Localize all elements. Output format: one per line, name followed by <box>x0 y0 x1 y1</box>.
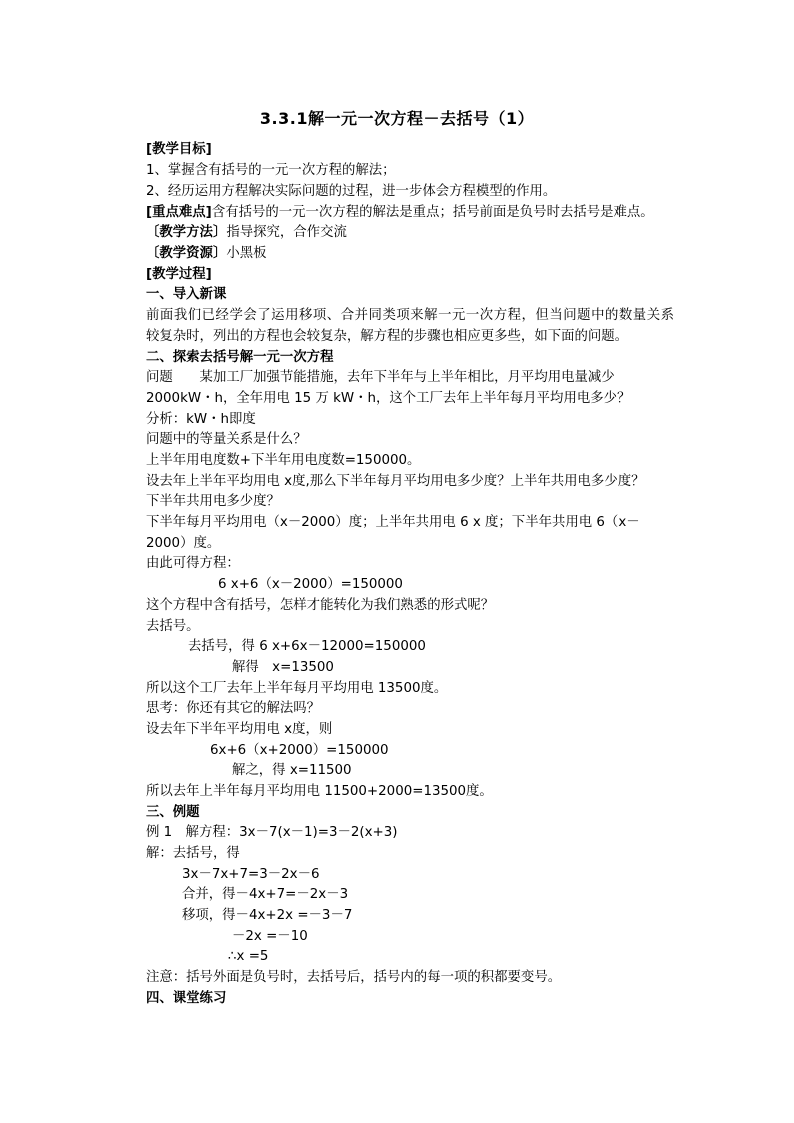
solution-step1: 去括号，得 6 x+6x－12000=150000 <box>188 639 426 654</box>
solution-step2: 解得 x=13500 <box>232 660 334 675</box>
note-line: 注意：括号外面是负号时，去括号后，括号内的每一项的积都要变号。 <box>146 970 562 985</box>
think-line: 思考：你还有其它的解法吗？ <box>146 701 321 716</box>
convert-question: 这个方程中含有括号，怎样才能转化为我们熟悉的形式呢？ <box>146 598 495 613</box>
problem-line1: 问题 某加工厂加强节能措施，去年下半年与上半年相比，月平均用电量减少 <box>146 370 615 385</box>
example-step3: 移项，得－4x+2x =－3－7 <box>182 908 353 923</box>
section3-heading: 三、例题 <box>146 805 200 820</box>
section1-line1: 前面我们已经学会了运用移项、合并同类项来解一元一次方程，但当问题中的数量关系 <box>146 308 674 323</box>
key-points-label: [重点难点] <box>146 205 212 220</box>
remove-parentheses: 去括号。 <box>146 619 200 634</box>
objective-item-1: 1、掌握含有括号的一元一次方程的解法； <box>146 163 396 178</box>
problem-line2: 2000kW・h，全年用电 15 万 kW・h，这个工厂去年上半年每月平均用电多少？ <box>146 391 631 406</box>
objectives-heading: [教学目标] <box>146 142 212 157</box>
alt-assume-line: 设去年下半年平均用电 x度，则 <box>146 722 333 737</box>
answer-line2: 2000）度。 <box>146 536 221 551</box>
analysis-line: 分析：kW・h即度 <box>146 412 256 427</box>
alt-solve-line: 解之，得 x=11500 <box>232 763 352 778</box>
section1-heading: 一、导入新课 <box>146 287 227 302</box>
section4-heading: 四、课堂练习 <box>146 991 227 1006</box>
objective-item-2: 2、经历运用方程解决实际问题的过程，进一步体会方程模型的作用。 <box>146 184 557 199</box>
method-label: 〔教学方法〕 <box>146 225 227 240</box>
resources-label: 〔教学资源〕 <box>146 246 227 261</box>
section2-heading: 二、探索去括号解一元一次方程 <box>146 350 334 365</box>
document-title: 3.3.1解一元一次方程－去括号（1） <box>259 109 535 128</box>
example-step4: －2x =－10 <box>232 929 308 944</box>
section1-line2: 较复杂时，列出的方程也会较复杂，解方程的步骤也相应更多些，如下面的问题。 <box>146 329 629 344</box>
conclusion-line: 所以这个工厂去年上半年每月平均用电 13500度。 <box>146 681 448 696</box>
relation-statement: 上半年用电度数+下半年用电度数=150000。 <box>146 453 421 468</box>
key-points-line <box>146 205 654 221</box>
assume-line2: 下半年共用电多少度？ <box>146 494 280 509</box>
method-text: 指导探究，合作交流 <box>226 225 347 240</box>
method-line <box>146 225 347 241</box>
alt-conclusion-line: 所以去年上半年每月平均用电 11500+2000=13500度。 <box>146 784 493 799</box>
alt-equation-line: 6x+6（x+2000）=150000 <box>210 743 389 758</box>
resources-text: 小黑板 <box>226 246 267 261</box>
answer-line1: 下半年每月平均用电（x－2000）度；上半年共用电 6 x 度；下半年共用电 6（x－ <box>146 515 640 530</box>
process-heading: [教学过程] <box>146 267 212 282</box>
assume-line1: 设去年上半年平均用电 x度,那么下半年每月平均用电多少度？上半年共用电多少度？ <box>146 474 645 489</box>
equation-line: 6 x+6（x－2000）=150000 <box>218 577 403 592</box>
resources-line <box>146 246 267 262</box>
relation-question: 问题中的等量关系是什么？ <box>146 432 307 447</box>
example-step5: ∴x =5 <box>228 949 269 964</box>
key-points-text: 含有括号的一元一次方程的解法是重点；括号前面是负号时去括号是难点。 <box>211 205 654 220</box>
derive-line: 由此可得方程： <box>146 556 240 571</box>
example-step2: 合并，得－4x+7=－2x－3 <box>182 887 349 902</box>
example-line: 例 1 解方程：3x－7(x－1)=3－2(x+3) <box>146 825 398 840</box>
solution-heading: 解：去括号，得 <box>146 846 240 861</box>
example-step1: 3x－7x+7=3－2x－6 <box>182 867 320 882</box>
